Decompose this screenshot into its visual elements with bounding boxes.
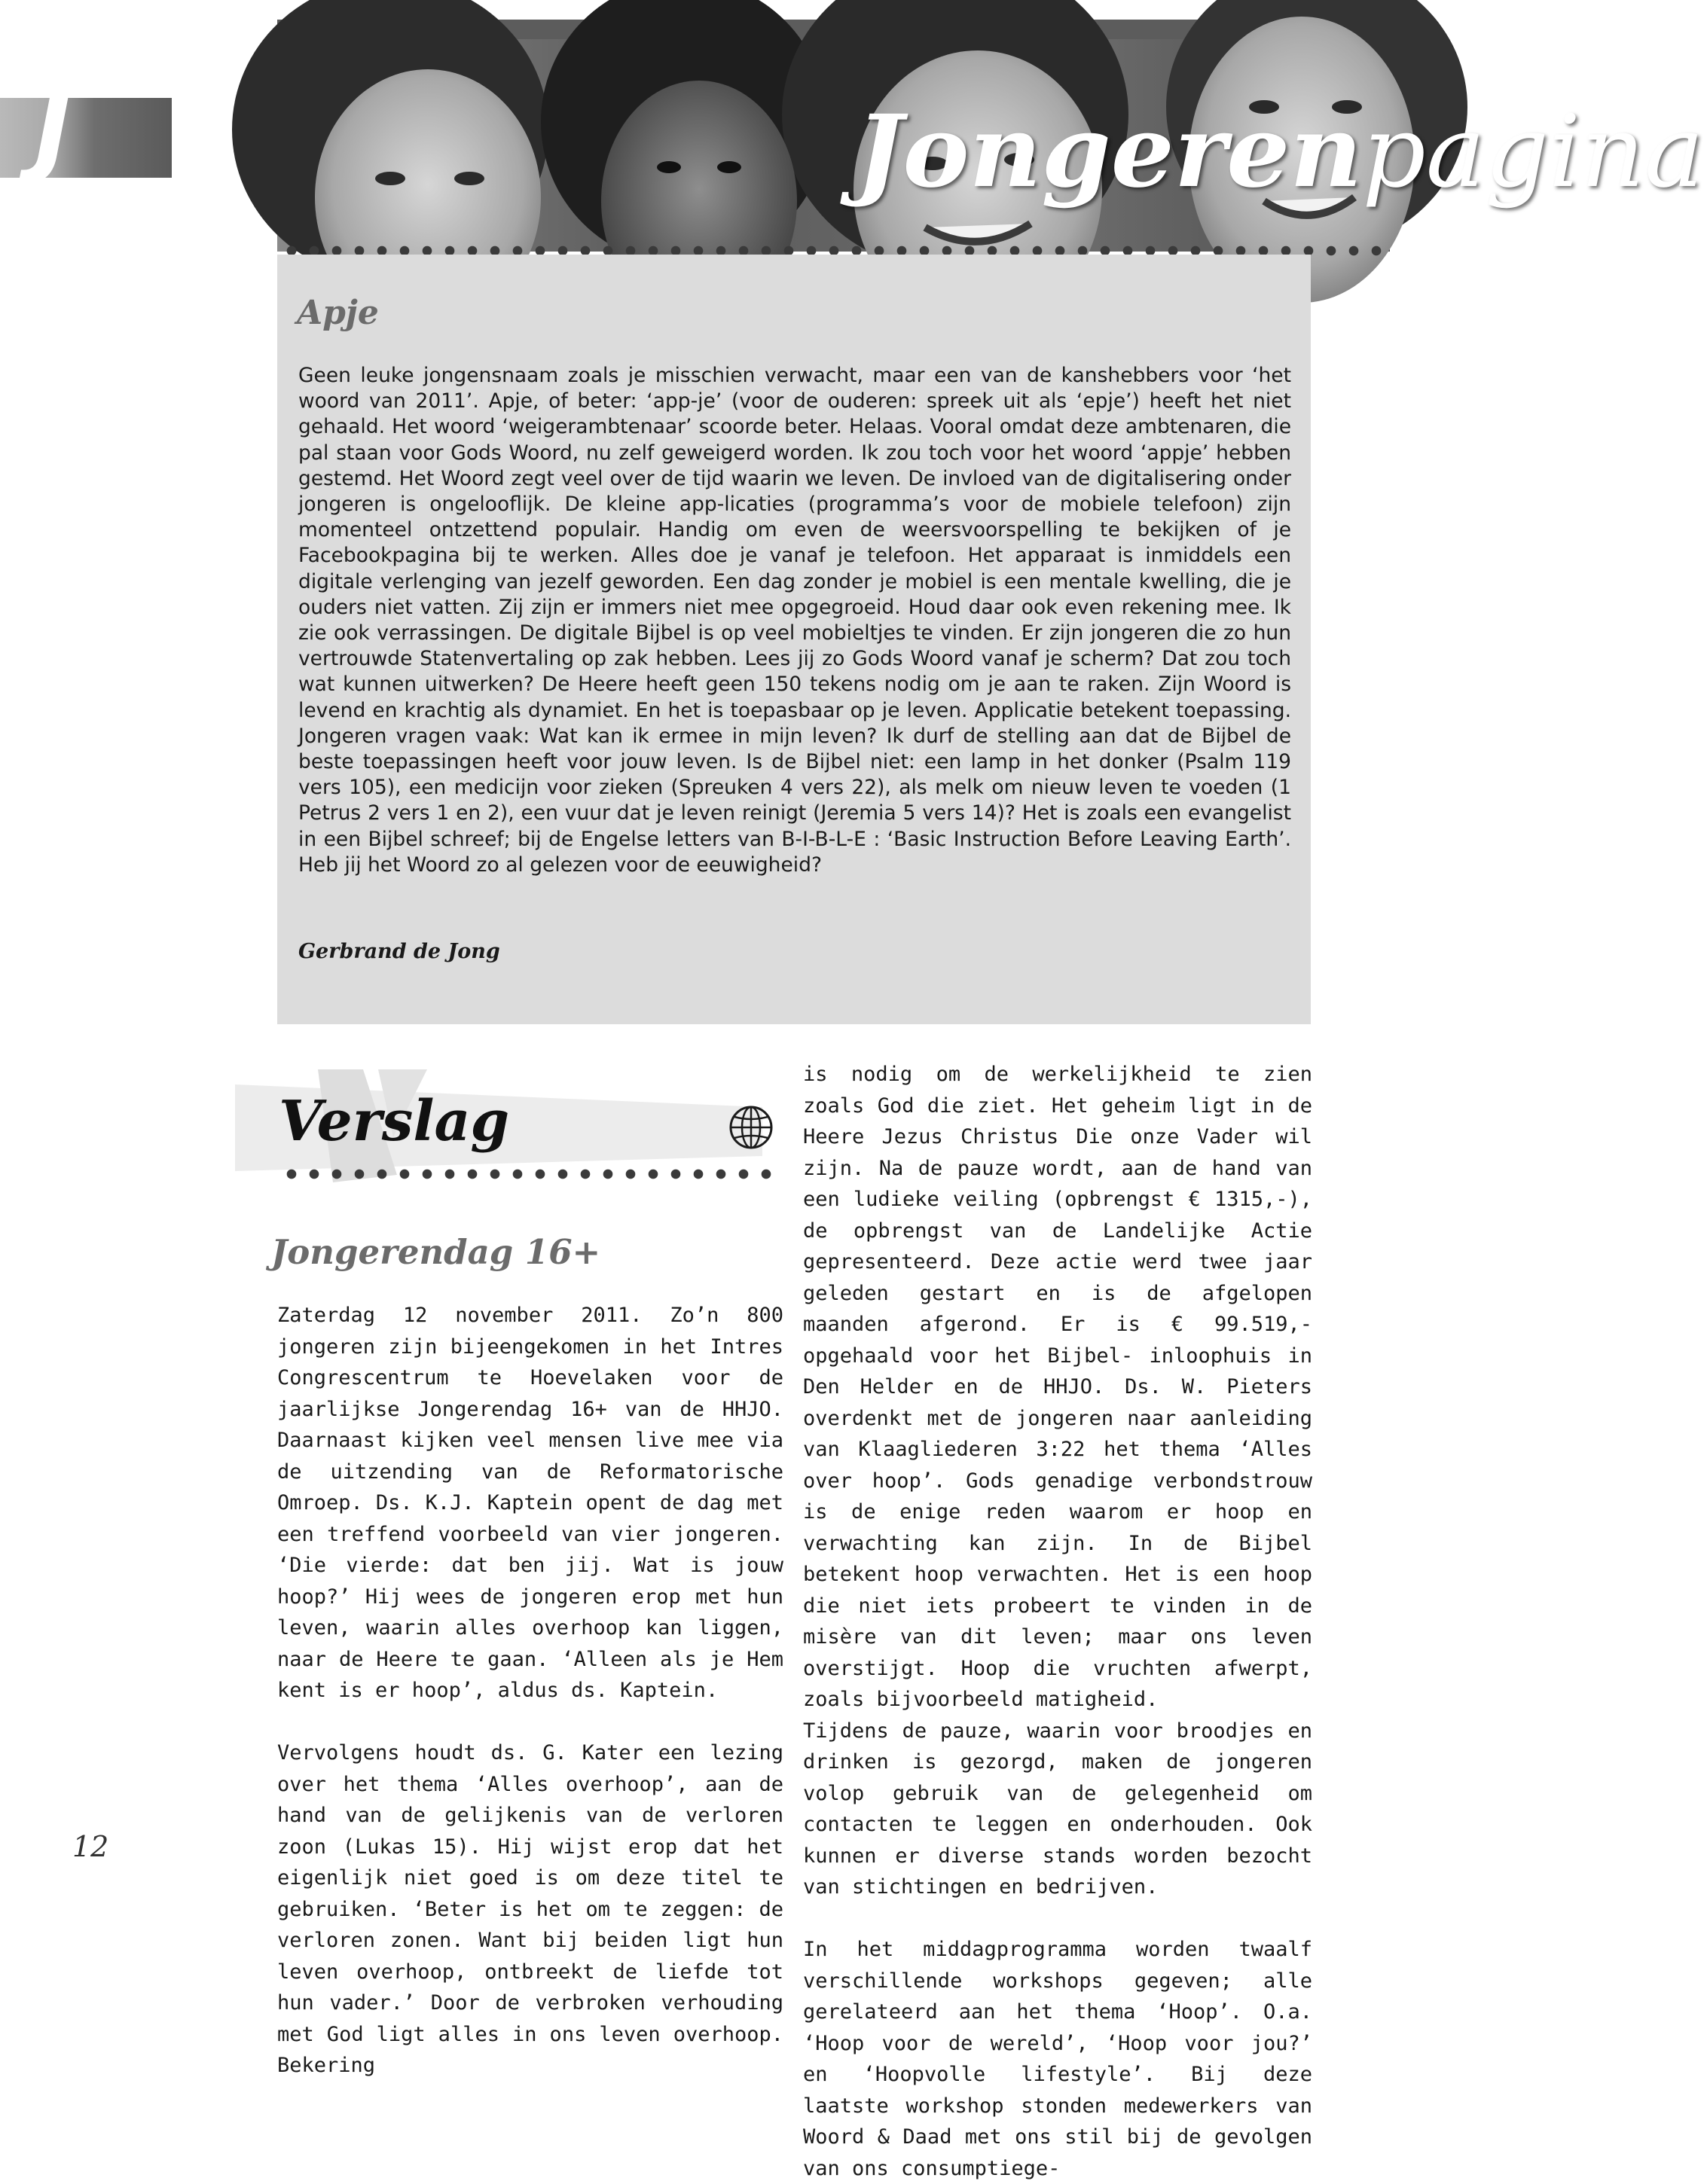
article-right-column — [803, 1059, 1312, 2184]
apje-author: Gerbrand de Jong — [298, 940, 500, 963]
section-tab — [0, 98, 172, 178]
apje-body: Geen leuke jongensnaam zoals je misschien verwacht, maar een van de kanshebbers voor ‘het woord van 2011’. Apje, of beter: ‘app-je’ (voor de ouderen: spreek uit als ‘epje’) heeft het niet gehaald. Het woord ‘weigerambtenaar’ scoorde beter. Helaas. Vooral omdat deze ambtenaren, die pal staan voor Gods Woord, nu zelf geweigerd worden. Ik zou toch voor het woord ‘appje’ hebben gestemd. Het Woord zegt veel over de tijd waarin we leven. De invloed van de digitalisering onder jongeren is ongelooflijk. De kleine app-licaties (programma’s voor de mobiele telefoon) zijn momenteel ontzettend populair. Handig om even de weersvoorspelling te bekijken of je Facebookpagina bij te werken. Alles doe je vanaf je telefoon. Het apparaat is inmiddels een digitale verlenging van jezelf geworden. Een dag zonder je mobiel is een mentale kwelling, die je ouders niet vatten. Zij zijn er immers niet mee opgegroeid. Houd daar ook even rekening mee. Ik zie ook verrassingen. De digitale Bijbel is op veel mobieltjes te vinden. Er zijn jongeren die zo hun vertrouwde Statenvertaling op zak hebben. Lees jij zo Gods Woord vanaf je scherm? Dat zou toch wat kunnen uitwerken? De Heere heeft geen 150 tekens nodig om je aan te raken. Zijn Woord is levend en krachtig als dynamiet. En het is toepasbaar op je leven. Applicatie betekent toepassing. Jongeren vragen vaak: Wat kan ik ermee in mijn leven? Ik durf de stelling aan dat de Bijbel de beste toepassingen heeft voor jouw leven. Is de Bijbel niet: een lamp in het donker (Psalm 119 vers 105), een medicijn voor zieken (Spreuken 4 vers 22), als melk om nieuw leven te voeden (1 Petrus 2 vers 1 en 2), een vuur dat je leven reinigt (Jeremia 5 vers 14)? Het is zoals een evangelist in een Bijbel schreef; bij de Engelse letters van B-I-B-L-E : ‘Basic Instruction Before Leaving Earth’. Heb jij het Woord zo al gelezen voor de eeuwigheid? — [298, 364, 1291, 877]
left-paragraph-1: Zaterdag 12 november 2011. Zo’n 800 jongeren zijn bijeengekomen in het Intres Congrescentrum te Hoevelaken voor de jaarlijkse Jongerendag 16+ van de HHJO. Daarnaast kijken veel mensen live mee via de uitzending van de Reformatorische Omroep. Ds. K.J. Kaptein opent de dag met een treffend voorbeeld van vier jongeren. ‘Die vierde: dat ben jij. Wat is jouw hoop?’ Hij wees de jongeren erop met hun leven, waarin alles overhoop kan liggen, naar de Heere te gaan. ‘Alleen als je Hem kent is er hoop’, aldus ds. Kaptein. — [277, 1304, 783, 1702]
page-title-part-2: pagina — [1362, 94, 1704, 210]
page-title-part-1: Jongeren — [856, 93, 1363, 210]
apje-column-box — [277, 255, 1311, 1024]
verslag-dot-rule — [280, 1166, 783, 1182]
right-paragraph-1: is nodig om de werkelijkheid te zien zoals God die ziet. Het geheim ligt in de Heere Jezus Christus Die onze Vader wil zijn. Na de pauze wordt, aan de hand van een ludieke veiling (opbrengst € 1315,-), de opbrengst van de Landelijke Actie gepresenteerd. Deze actie werd twee jaar geleden gestart en is de afgelopen maanden afgerond. Er is € 99.519,- opgehaald voor het Bijbel- inloophuis in Den Helder en de HHJO. Ds. W. Pieters overdenkt met de jongeren naar aanleiding van Klaagliederen 3:22 het thema ‘Alles over hoop’. Gods genadige verbondstrouw is de enige reden waarom er hoop en verwachting kan zijn. In de Bijbel betekent hoop verwachten. Het is een hoop die niet iets probeert te vinden in de misère van dit leven; maar ons leven overstijgt. Hoop die vruchten afwerpt, zoals bijvoorbeeld matigheid. Tijdens de pauze, waarin voor broodjes en drinken is gezorgd, maken de jongeren volop gebruik van de gelegenheid om contacten te leggen en onderhouden. Ook kunnen er diverse stands worden bezocht van stichtingen en bedrijven. — [803, 1063, 1312, 1899]
article-left-column — [277, 1300, 783, 2082]
page-title — [856, 93, 1704, 210]
left-paragraph-2: Vervolgens houdt ds. G. Kater een lezing over het thema ‘Alles overhoop’, aan de hand van de gelijkenis van de verloren zoon (Lukas 15). Hij wijst erop dat het eigenlijk niet goed is om deze titel te gebruiken. ‘Beter is het om te zeggen: de verloren zonen. Want bij beiden ligt hun leven overhoop, ontbreekt de liefde tot hun vader.’ Door de verbroken verhouding met God ligt alles in ons leven overhoop. Bekering — [277, 1741, 783, 2077]
page-number: 12 — [72, 1830, 109, 1863]
apje-heading: Apje — [297, 294, 379, 332]
verslag-title: Verslag — [279, 1089, 510, 1154]
article-subheading: Jongerendag 16+ — [271, 1232, 601, 1272]
page-header — [277, 20, 1704, 252]
right-paragraph-2: In het middagprogramma worden twaalf verschillende workshops gegeven; alle gerelateerd aan het thema ‘Hoop’. O.a. ‘Hoop voor de wereld’, ‘Hoop voor jou?’ en ‘Hoopvolle lifestyle’. Bij deze laatste workshop stonden medewerkers van Woord & Daad met ons stil bij de gevolgen van ons consumptiege- — [803, 1938, 1312, 2180]
globe-icon — [728, 1104, 774, 1151]
section-tab-letter: J — [35, 73, 72, 188]
